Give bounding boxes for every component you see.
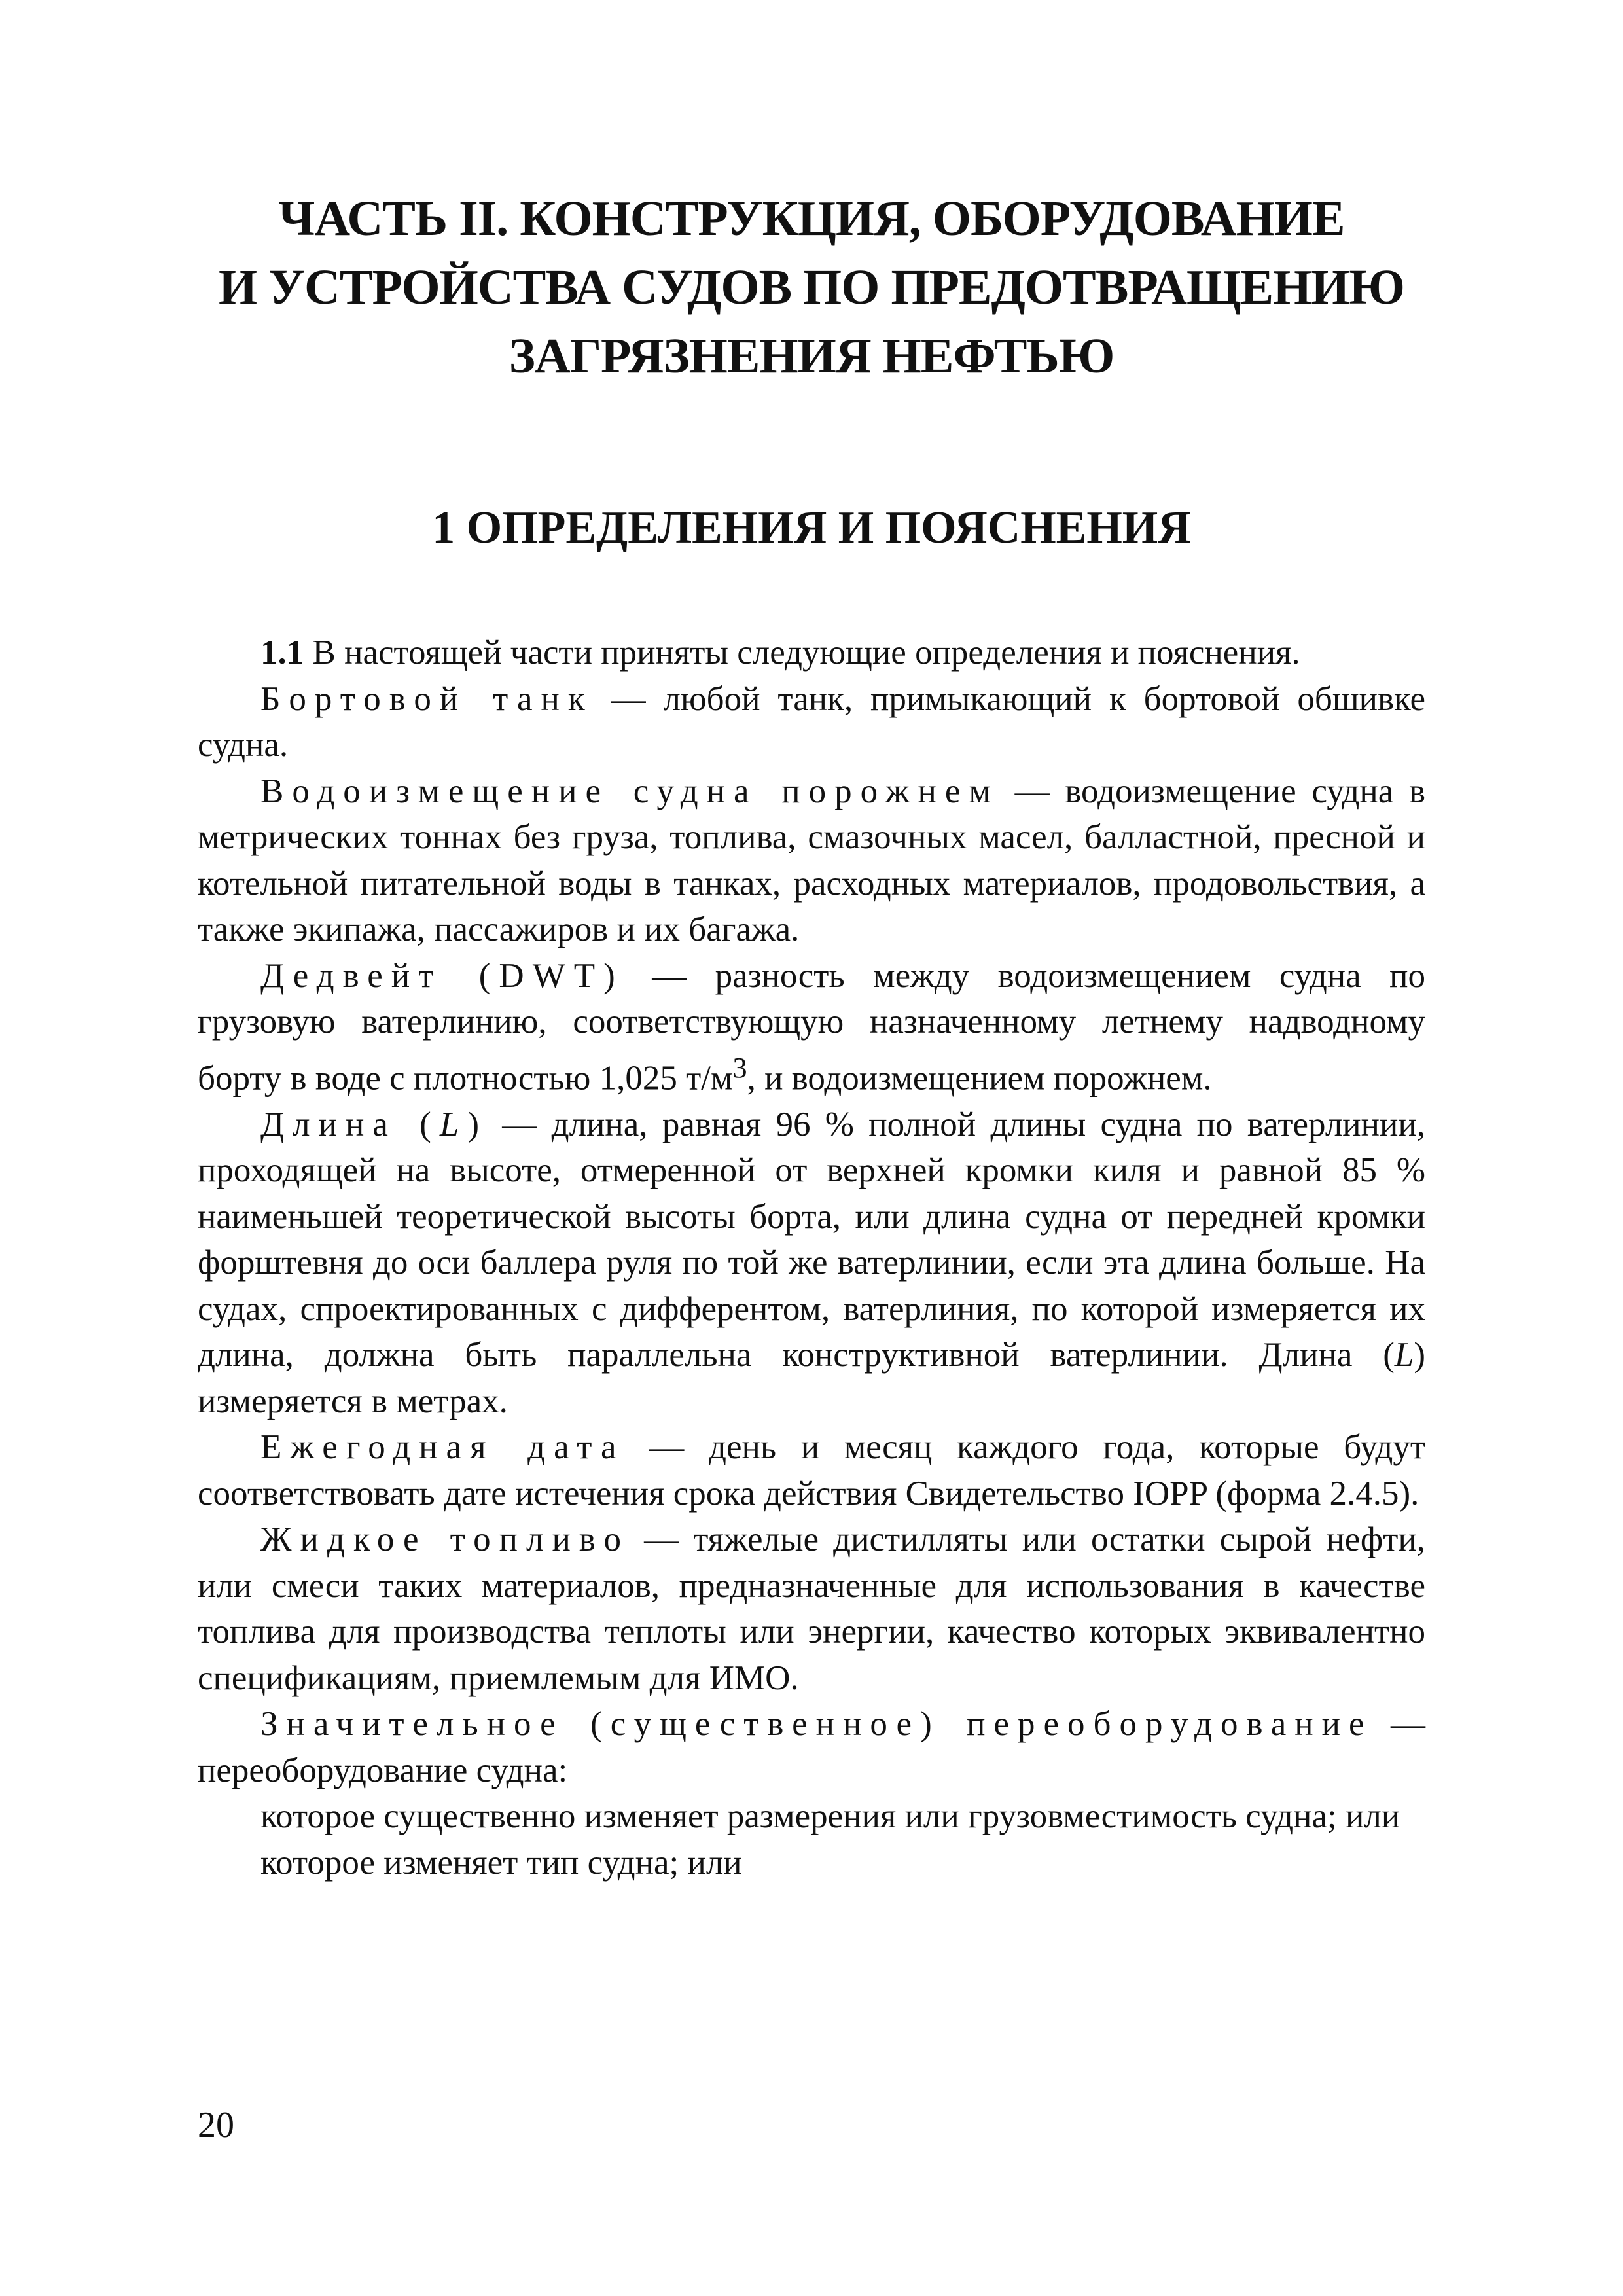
definition-oil-fuel	[198, 1516, 1425, 1701]
definition-text-end: , и водоизмещением порожнем.	[747, 1059, 1212, 1098]
definition-text: — тяжелые дистилляты или остатки сырой нефти, или смеси таких материалов, предназначенные для использования в качестве топлива для производства теплоты или энергии, качество которых эквивалентно спецификациям, приемлемым для ИМО.	[198, 1520, 1425, 1697]
definition-length	[198, 1102, 1425, 1425]
clause-number: 1.1	[260, 634, 304, 672]
term-anniversary-date: Ежегодная дата	[260, 1428, 625, 1467]
part-title	[164, 185, 1459, 391]
intro-text: В настоящей части приняты следующие определения и пояснения.	[304, 634, 1300, 672]
definition-text-end: ) измеряется в метрах.	[198, 1336, 1425, 1420]
definition-deadweight	[198, 953, 1425, 1102]
term-length-symbol: L	[439, 1105, 468, 1143]
section-title: 1 ОПРЕДЕЛЕНИЯ И ПОЯСНЕНИЯ	[432, 503, 1191, 553]
part-title-line-3: ЗАГРЯЗНЕНИЯ НЕФТЬЮ	[508, 329, 1115, 384]
term-major-conversion: Значительное (существенное) переоборудование	[260, 1705, 1373, 1744]
term-side-tank: Бортовой танк	[260, 679, 594, 718]
definition-text: — длина, равная 96 % полной длины судна по ватерлинии, проходящей на высоте, отмеренной от верхней кромки киля и равной 85 % наименьшей теоретической высоты борта, или длина судна от передней кромки форштевня до оси баллера руля по той же ватерлинии, если эта длина больше. На судах, спроектированных с дифферентом, ватерлиния, по которой измеряется их длина, должна быть параллельна конструктивной ватерлинии. Длина (	[198, 1105, 1425, 1374]
definition-text: — переоборудование судна:	[198, 1705, 1425, 1789]
term-length	[260, 1105, 488, 1143]
part-title-line-1: ЧАСТЬ II. КОНСТРУКЦИЯ, ОБОРУДОВАНИЕ	[278, 191, 1345, 246]
definition-anniversary-date	[198, 1424, 1425, 1516]
document-body	[198, 630, 1425, 1886]
intro-paragraph	[198, 630, 1425, 676]
definition-text: — любой танк, примыкающий к бортовой обшивке судна.	[198, 679, 1426, 764]
conversion-item-1: которое существенно изменяет размерения или грузовместимость судна; или	[260, 1797, 1400, 1836]
length-symbol: L	[1394, 1336, 1414, 1374]
definition-text: — разность между водоизмещением судна по грузовую ватерлинию, соответствующую назначенному летнему надводному борту в воде с плотностью 1,025 т/м	[198, 956, 1425, 1098]
definition-lightweight	[198, 768, 1425, 953]
term-length-suffix: )	[467, 1105, 488, 1143]
term-lightweight: Водоизмещение судна порожнем	[260, 772, 999, 810]
definition-text: — водоизмещение судна в метрических тоннах без груза, топлива, смазочных масел, балластной, пресной и котельной питательной воды в танках, расходных материалов, продовольствия, а также экипажа, пассажиров и их багажа.	[198, 772, 1425, 948]
definition-major-conversion	[198, 1701, 1425, 1793]
term-length-prefix: Длина (	[260, 1105, 440, 1143]
definition-side-tank	[198, 676, 1425, 768]
conversion-item-2: которое изменяет тип судна; или	[260, 1843, 742, 1882]
term-oil-fuel: Жидкое топливо	[260, 1520, 630, 1559]
part-title-line-2: И УСТРОЙСТВА СУДОВ ПО ПРЕДОТВРАЩЕНИЮ	[219, 260, 1404, 315]
page-number: 20	[198, 2105, 234, 2145]
superscript-3: 3	[732, 1051, 747, 1084]
term-deadweight: Дедвейт (DWT)	[260, 956, 624, 995]
definition-text: — день и месяц каждого года, которые будут соответствовать дате истечения срока действия Свидетельство IOPP (форма 2.4.5).	[198, 1428, 1425, 1513]
